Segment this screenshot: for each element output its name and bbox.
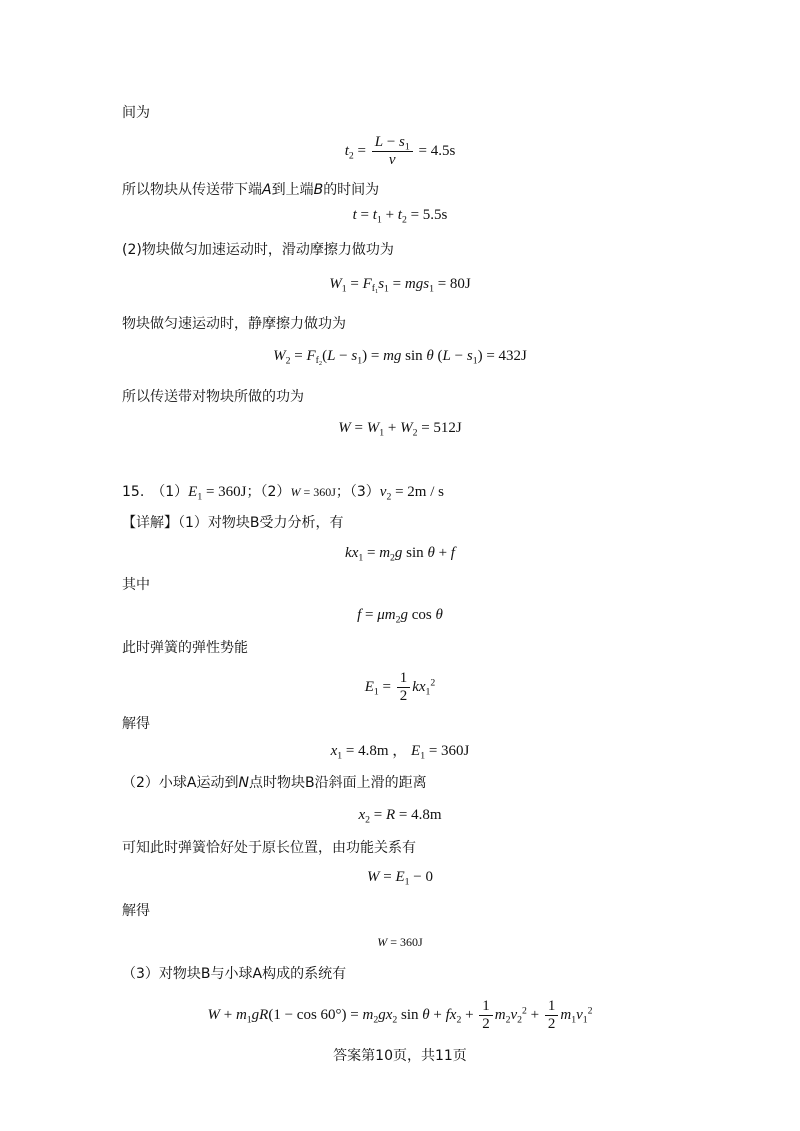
equation-force-balance: $kx_1 = m_2g$ sin θ + f (345, 545, 455, 564)
text-spring-pe-intro: 此时弹簧的弹性势能 (122, 640, 248, 656)
text-part3-desc: （3）对物块B与小球A构成的系统有 (122, 966, 347, 982)
text-total-time-intro: 所以物块从传送带下端A到上端B的时间为 (122, 182, 380, 198)
text-uniform-intro: 物块做匀速运动时，静摩擦力做功为 (122, 316, 346, 332)
equation-w-result: W = 360J (377, 935, 423, 949)
page-footer: 答案第10页，共11页 (333, 1048, 467, 1064)
text-detail-part1: 【详解】（1）对物块B受力分析，有 (122, 515, 344, 531)
equation-w1: $W_1 = F_{f_1}s_1 = mgs_1 = 80J$ (329, 276, 471, 296)
equation-energy: $W = E_1 - 0$ (367, 869, 433, 888)
equation-w2: $W_2 = F_{f_2}(L - s_1)$ = mg sin θ $(L - s_1) = 432J$ (273, 348, 527, 368)
text-qizhong: 其中 (122, 577, 150, 593)
equation-friction: $f = \mu m_2g$ cos θ (357, 607, 443, 626)
equation-t-total: $t = t_1 + t_2 = 5.5s$ (352, 207, 448, 226)
text-spring-natural: 可知此时弹簧恰好处于原长位置，由功能关系有 (122, 840, 416, 856)
text-q15-answer: 15. $(1)E_1 = 360J$；（2）W = 360J；$(3)v_2 = 2m / s$ (122, 484, 444, 503)
text-belt-work-intro: 所以传送带对物块所做的功为 (122, 389, 304, 405)
equation-w-total: $W = W_1 + W_2 = 512J$ (338, 420, 462, 439)
equation-solve-1: $x_1 = 4.8m$ ， $E_1 = 360J$ (330, 743, 470, 762)
equation-t2: $t_2$ = $\frac{L - s_1}{v}$ = 4.5s (344, 134, 456, 168)
text-jian-wei: 间为 (122, 105, 150, 121)
equation-x2: $x_2 = R = 4.8m$ (358, 807, 442, 826)
equation-spring-pe: $E_1$ = $\frac{1}{2}$ $kx_1^2$ (364, 670, 436, 704)
text-jiede-1: 解得 (122, 716, 150, 732)
text-part2-desc: （2）小球A运动到N点时物块B沿斜面上滑的距离 (122, 775, 427, 791)
equation-system: $W + m_1gR(1 - \cos 60^\circ) = m_2gx_2$ $\sin \theta + fx_2$ + $\frac{1}{2}$ $m_2v_2^2$ + $\frac{1}{2}$ $m_1v_1^2$ (207, 998, 593, 1032)
text-part2-intro: (2)物块做匀加速运动时，滑动摩擦力做功为 (122, 242, 394, 258)
text-jiede-2: 解得 (122, 903, 150, 919)
